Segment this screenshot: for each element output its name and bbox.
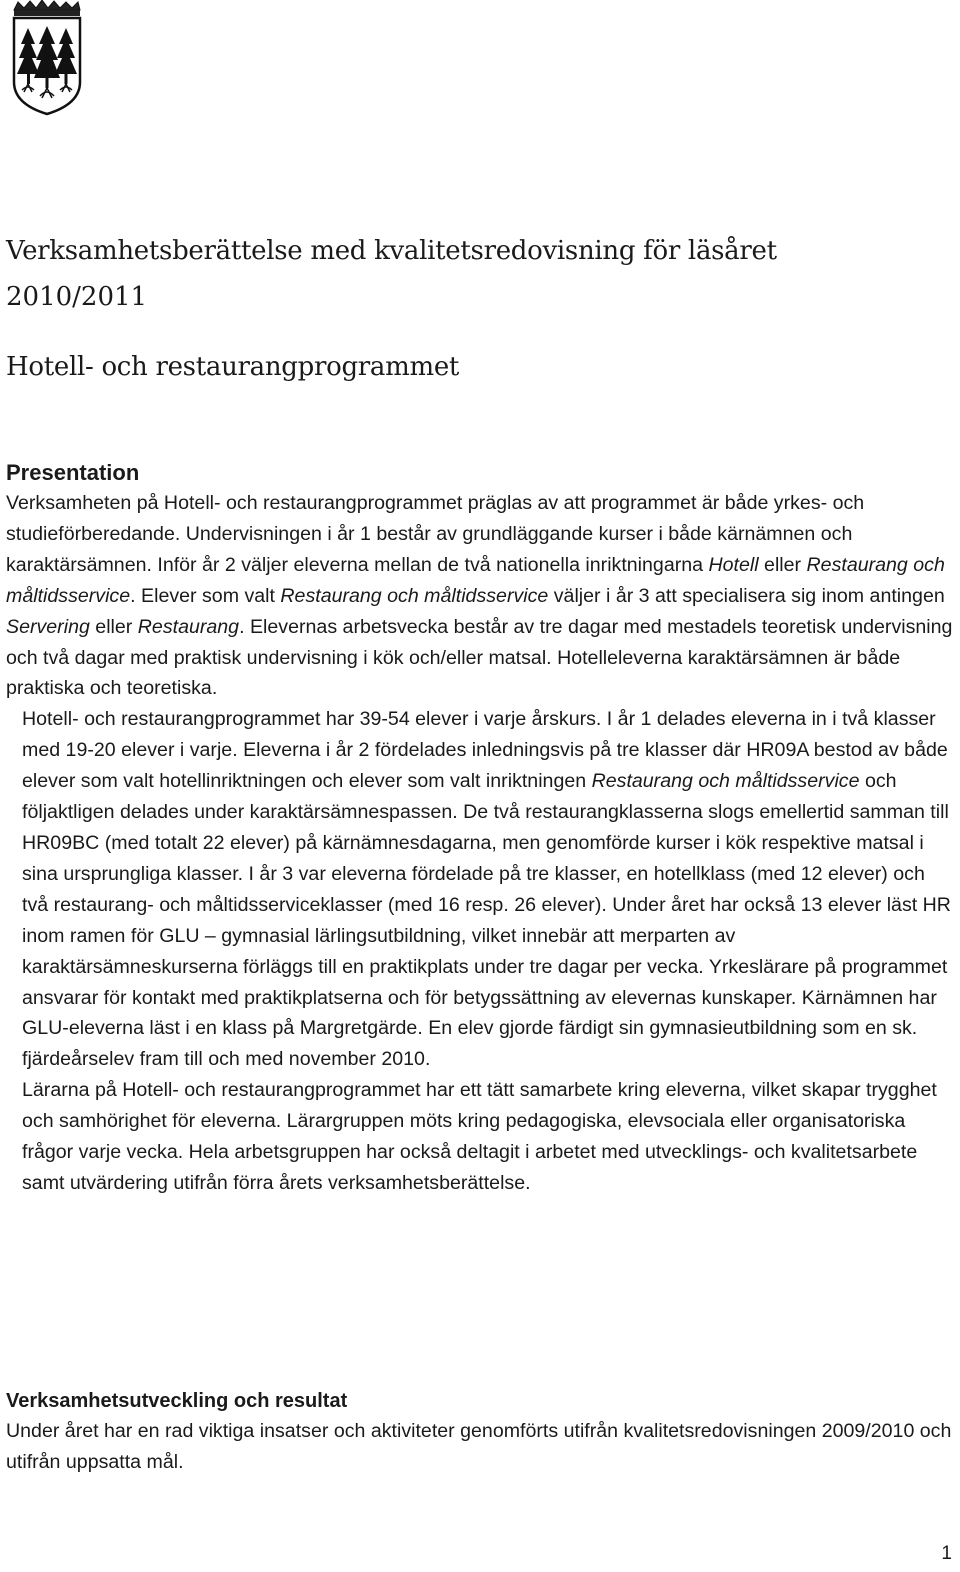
text-run: väljer i år 3 att specialisera sig inom antingen [548, 584, 945, 607]
italic-term: Restaurang och måltidsservice [6, 553, 945, 607]
text-run: eller [758, 553, 807, 576]
development-section [6, 1386, 956, 1477]
page-number: 1 [941, 1543, 952, 1564]
coat-of-arms-icon [8, 0, 86, 116]
italic-term: Servering [6, 615, 90, 638]
text-run: och följaktligen delades under karaktärsämnespassen. De två restaurangklasserna slogs emellertid samman till HR09BC (med totalt 22 elever) på kärnämnesdagarna, men genomförde kurser i kök respektive matsal i sina ursprungliga klasser. I år 3 var eleverna fördelade på tre klasser, en hotellklass (med 12 elever) och två restaurang- och måltidsserviceklasser (med 16 resp. 26 elever). Under året har också 13 elever läst HR inom ramen för GLU – gymnasial lärlingsutbildning, vilket innebär att merparten av karaktärsämneskurserna förläggs till en praktikplats under tre dagar per vecka. Yrkeslärare på programmet ansvarar för kontakt med praktikplatserna och för betygssättning av elevernas kunskaper. Kärnämnen har GLU-eleverna läst i en klass på Margretgärde. En elev gjorde färdigt sin gymnasieutbildning som en sk. fjärdeårselev fram till och med november 2010. [22, 770, 951, 1071]
italic-term: Restaurang och måltidsservice [591, 770, 860, 793]
presentation-section [6, 458, 956, 1199]
document-title-year: 2010/2011 [6, 282, 148, 312]
text-run: eller [89, 615, 138, 638]
presentation-paragraph-1 [6, 488, 956, 704]
italic-term: Restaurang och måltidsservice [280, 584, 549, 607]
development-heading: Verksamhetsutveckling och resultat [6, 1390, 348, 1412]
presentation-heading: Presentation [6, 460, 140, 485]
text-run: . Elevernas arbetsvecka består av tre dagar med mestadels teoretisk undervisning och två dagar med praktisk undervisning i kök och/eller matsal. Hotelleleverna karaktärsämnen är både praktiska och teoretiska. [6, 615, 953, 700]
text-run: Hotell- och restaurangprogrammet har 39-54 elever i varje årskurs. I år 1 delades eleverna in i två klasser med 19-20 elever i varje. Eleverna i år 2 fördelades inledningsvis på tre klasser där HR09A bestod av både elever som valt hotellinriktningen och elever som valt inriktningen [22, 708, 948, 793]
document-title: Verksamhetsberättelse med kvalitetsredovisning för läsåret [6, 236, 777, 266]
italic-term: Hotell [708, 553, 759, 576]
presentation-paragraph-3 [6, 1075, 956, 1199]
text-run: Verksamheten på Hotell- och restaurangprogrammet präglas av att programmet är både yrkes- och studieförberedande. Undervisningen i år 1 består av grundläggande kurser i både kärnämnen och karaktärsämnen. Inför år 2 väljer eleverna mellan de två nationella inriktningarna [6, 492, 865, 576]
development-paragraph: Under året har en rad viktiga insatser och aktiviteter genomförts utifrån kvalitetsredovisningen 2009/2010 och utifrån uppsatta mål. [6, 1420, 952, 1473]
text-run: Lärarna på Hotell- och restaurangprogrammet har ett tätt samarbete kring eleverna, vilket skapar trygghet och samhörighet för eleverna. Lärargruppen möts kring pedagogiska, elevsociala eller organisatoriska frågor varje vecka. Hela arbetsgruppen har också deltagit i arbetet med utvecklings- och kvalitetsarbete samt utvärdering utifrån förra årets verksamhetsberättelse. [22, 1079, 937, 1194]
text-run: . Elever som valt [130, 584, 281, 607]
presentation-paragraph-2 [6, 704, 956, 1075]
italic-term: Restaurang [137, 615, 240, 638]
document-subtitle: Hotell- och restaurangprogrammet [6, 352, 460, 382]
